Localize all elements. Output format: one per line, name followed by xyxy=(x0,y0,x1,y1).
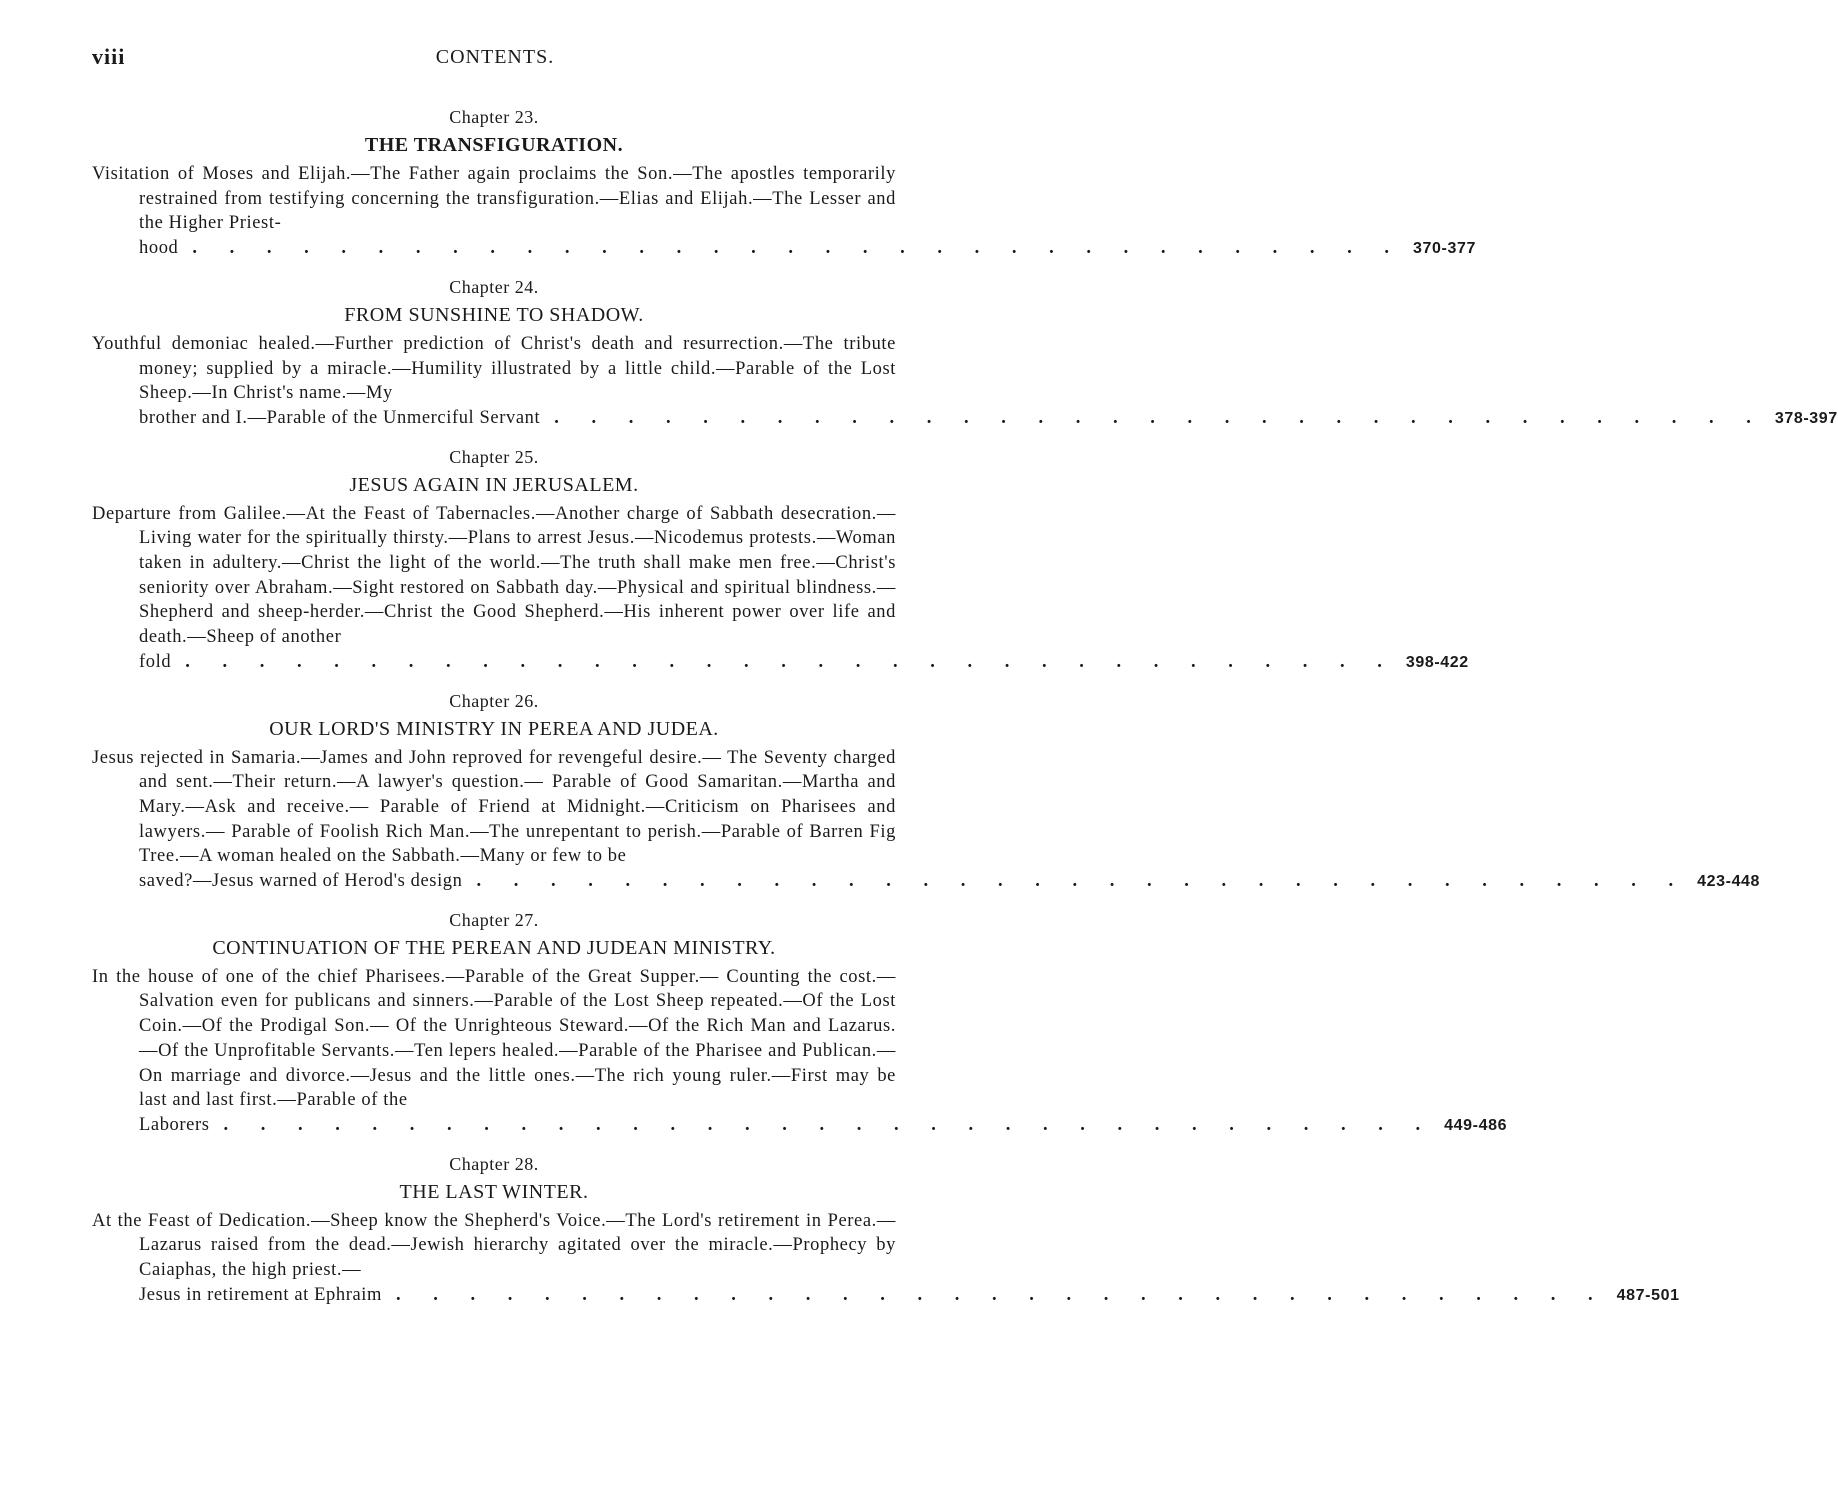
chapter-title: THE TRANSFIGURATION. xyxy=(364,134,624,156)
summary-last-text: brother and I.—Parable of the Unmerciful Servant xyxy=(139,407,541,428)
dot-leader: . . . . . . . . . . . . . . . . . . . . . . . . . . . . . . . . . xyxy=(185,651,1396,672)
chapter-number: Chapter 27. xyxy=(449,909,539,930)
summary-last-line xyxy=(92,869,1761,895)
dot-leader: . . . . . . . . . . . . . . . . . . . . . . . . . . . . . . . . . xyxy=(223,1114,1435,1135)
chapter-number: Chapter 24. xyxy=(449,276,539,297)
chapter-title: OUR LORD'S MINISTRY IN PEREA AND JUDEA. xyxy=(269,717,719,740)
chapter-title: CONTINUATION OF THE PEREAN AND JUDEAN MINISTRY. xyxy=(212,936,776,959)
chapter-summary: Visitation of Moses and Elijah.—The Father again proclaims the Son.—The apostles temporarily restrained from testifying concerning the transfiguration.—Elias and Elijah.—The Lesser and the Higher Priest- xyxy=(92,164,896,234)
chapter-number: Chapter 28. xyxy=(449,1153,539,1174)
chapter-summary: At the Feast of Dedication.—Sheep know the Shepherd's Voice.—The Lord's retirement in Perea.—Lazarus raised from the dead.—Jewish hierarchy agitated over the miracle.—Prophecy by Caiaphas, the high priest.— xyxy=(92,1210,896,1281)
dot-leader: . . . . . . . . . . . . . . . . . . . . . . . . . . . . . . . . . xyxy=(396,1284,1607,1305)
contents-list xyxy=(92,104,1838,1321)
page-range: 423-448 xyxy=(1697,873,1761,891)
summary-last-line xyxy=(92,1113,1508,1139)
chapter-title: THE LAST WINTER. xyxy=(399,1180,589,1203)
summary-last-text: Laborers xyxy=(139,1114,210,1135)
page-range: 378-397 xyxy=(1774,409,1838,427)
chapter-summary: Jesus rejected in Samaria.—James and John reproved for revengeful desire.— The Seventy charged and sent.—Their return.—A lawyer's question.— Parable of Good Samaritan.—Martha and Mary.—Ask and receive.— Parable of Friend at Midnight.—Criticism on Pharisees and lawyers.— Parable of Foolish Rich Man.—The unrepentant to perish.—Parable of Barren Fig Tree.—A woman healed on the Sabbath.—Many or few to be xyxy=(92,747,896,867)
chapter-title: FROM SUNSHINE TO SHADOW. xyxy=(344,303,644,326)
summary-last-line xyxy=(92,1283,1680,1309)
page-range: 487-501 xyxy=(1616,1286,1680,1304)
summary-last-text: saved?—Jesus warned of Herod's design xyxy=(139,871,463,892)
chapter-number: Chapter 25. xyxy=(449,446,539,467)
chapter-entry xyxy=(92,274,1838,432)
chapter-number: Chapter 26. xyxy=(449,690,539,711)
dot-leader: . . . . . . . . . . . . . . . . . . . . . . . . . . . . . . . . . xyxy=(476,871,1688,892)
chapter-summary: In the house of one of the chief Pharisees.—Parable of the Great Supper.— Counting the cost.—Salvation even for publicans and sinners.—Parable of the Lost Sheep repeated.—Of the Lost Coin.—Of the Prodigal Son.— Of the Unrighteous Steward.—Of the Rich Man and Lazarus.—Of the Unprofitable Servants.—Ten lepers healed.—Parable of the Pharisee and Publican.—On marriage and divorce.—Jesus and the little ones.—The rich young ruler.—First may be last and last first.—Parable of the xyxy=(92,966,896,1111)
dot-leader: . . . . . . . . . . . . . . . . . . . . . . . . . . . . . . . . . xyxy=(554,407,1765,428)
chapter-entry xyxy=(92,1151,1680,1309)
running-head: CONTENTS. xyxy=(435,46,555,68)
dot-leader: . . . . . . . . . . . . . . . . . . . . . . . . . . . . . . . . . xyxy=(192,238,1404,259)
chapter-entry xyxy=(92,104,1476,262)
summary-last-line xyxy=(92,406,1838,432)
page-range: 370-377 xyxy=(1413,240,1476,258)
page-range: 449-486 xyxy=(1444,1116,1508,1134)
summary-last-line xyxy=(92,650,1469,676)
summary-last-text: fold xyxy=(139,651,172,672)
summary-last-line xyxy=(92,236,1476,262)
chapter-summary: Departure from Galilee.—At the Feast of Tabernacles.—Another charge of Sabbath desecration.—Living water for the spiritually thirsty.—Plans to arrest Jesus.—Nicodemus protests.—Woman taken in adultery.—Christ the light of the world.—The truth shall make men free.—Christ's seniority over Abraham.—Sight restored on Sabbath day.—Physical and spiritual blindness.—Shepherd and sheep-herder.—Christ the Good Shepherd.—His inherent power over life and death.—Sheep of another xyxy=(92,503,896,648)
chapter-number: Chapter 23. xyxy=(449,107,539,127)
chapter-entry xyxy=(92,444,1469,676)
chapter-entry xyxy=(92,688,1761,895)
chapter-entry xyxy=(92,907,1508,1139)
page-folio: viii xyxy=(92,44,126,69)
page-range: 398-422 xyxy=(1405,653,1469,671)
summary-last-text: Jesus in retirement at Ephraim xyxy=(139,1284,383,1305)
chapter-title: JESUS AGAIN IN JERUSALEM. xyxy=(349,473,639,496)
summary-last-text: hood xyxy=(139,238,179,259)
chapter-summary: Youthful demoniac healed.—Further prediction of Christ's death and resurrection.—The tribute money; supplied by a miracle.—Humility illustrated by a little child.—Parable of the Lost Sheep.—In Christ's name.—My xyxy=(92,333,896,404)
